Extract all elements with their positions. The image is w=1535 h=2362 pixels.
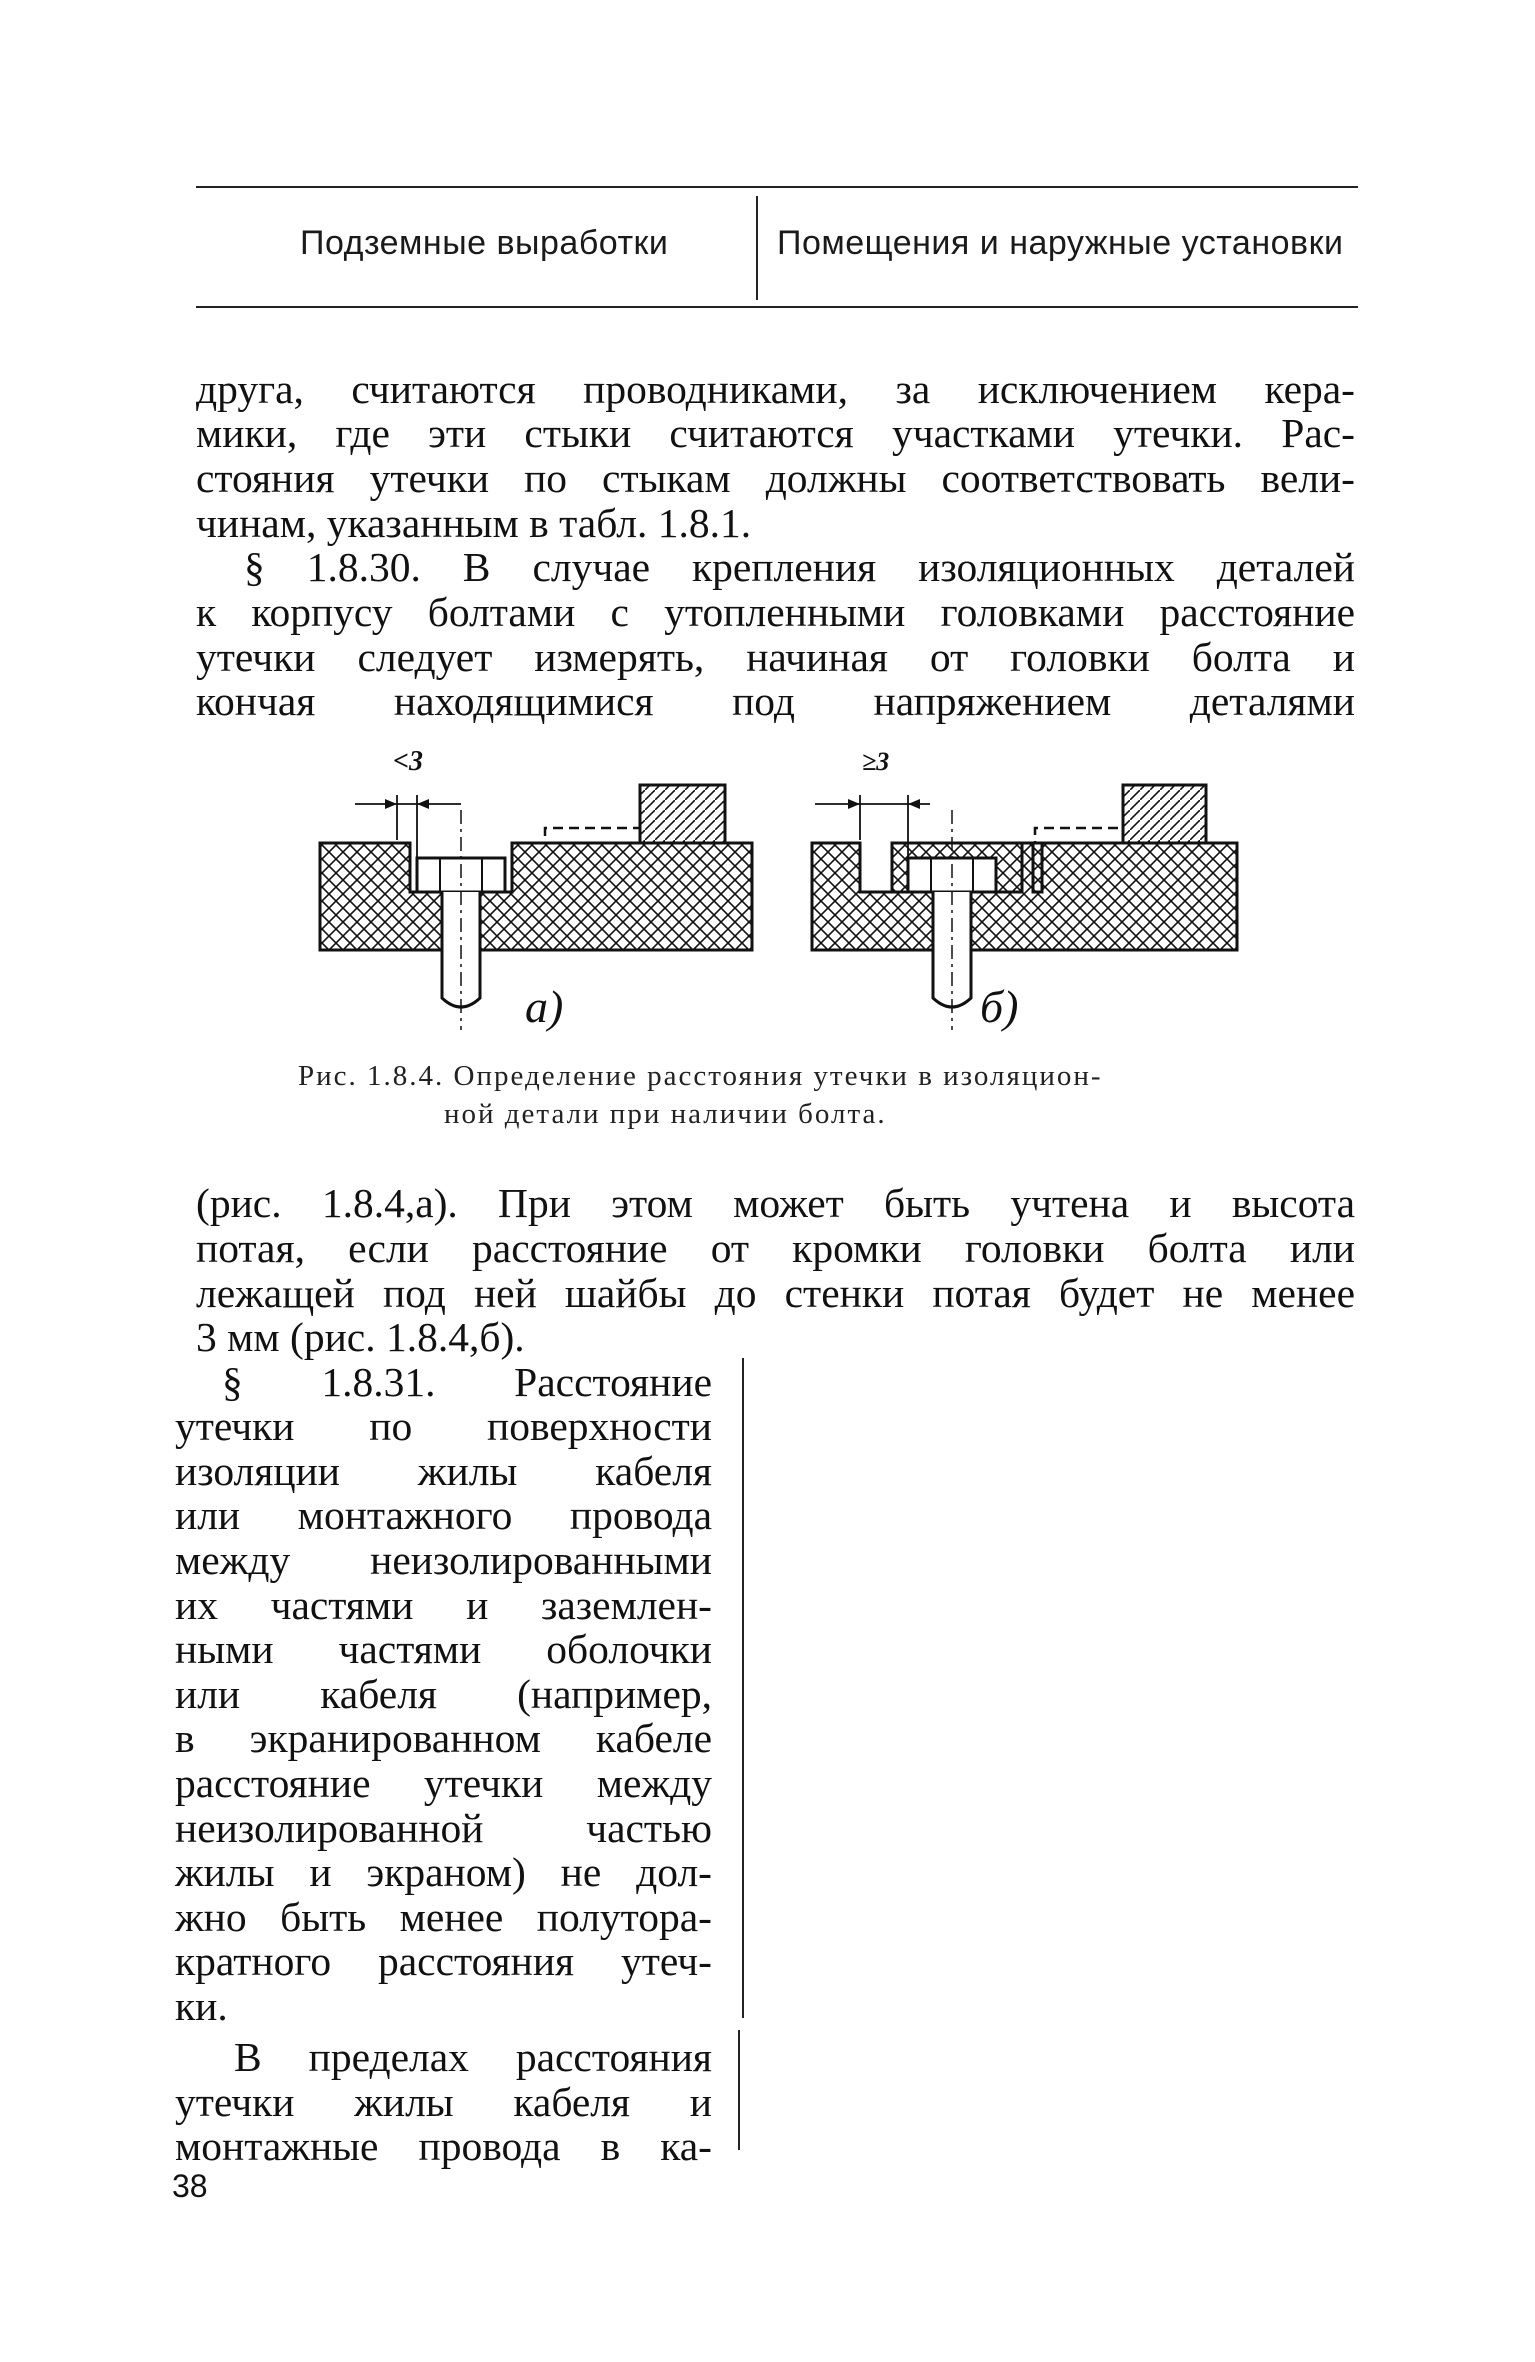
live-part-b bbox=[1123, 785, 1206, 843]
text-line: 3 мм (рис. 1.8.4,б). bbox=[196, 1314, 525, 1360]
text-line: или монтажного провода bbox=[175, 1492, 712, 1538]
text-line: кратного расстояния утеч- bbox=[175, 1938, 712, 1984]
text-line: их частями и заземлен- bbox=[175, 1582, 712, 1628]
text-line: (рис. 1.8.4,а). При этом может быть учтена и высота bbox=[196, 1180, 1355, 1226]
text-line: друга, считаются проводниками, за исключением кера- bbox=[196, 366, 1355, 412]
text-line: ки. bbox=[175, 1983, 228, 2029]
text-line: монтажные провода в ка- bbox=[175, 2123, 712, 2169]
text-line: расстояние утечки между bbox=[175, 1760, 712, 1806]
text-line: изоляции жилы кабеля bbox=[175, 1448, 712, 1494]
text-line: стояния утечки по стыкам должны соответствовать вели- bbox=[196, 455, 1355, 501]
text-line: к корпусу болтами с утопленными головками расстояние bbox=[196, 589, 1355, 635]
figure-caption-line: ной детали при наличии болта. bbox=[444, 1098, 887, 1130]
header-left-column: Подземные выработки bbox=[300, 224, 669, 262]
header-right-column: Помещения и наружные установки bbox=[777, 224, 1344, 262]
text-line: мики, где эти стыки считаются участками утечки. Рас- bbox=[196, 410, 1355, 456]
text-line: или кабеля (например, bbox=[175, 1671, 712, 1717]
text-line: кончая находящимися под напряжением деталями bbox=[196, 678, 1355, 724]
figure-b bbox=[800, 740, 1250, 1040]
column-margin-rule bbox=[742, 1358, 744, 2018]
text-line: утечки жилы кабеля и bbox=[175, 2079, 712, 2125]
text-line: между неизолированными bbox=[175, 1537, 712, 1583]
text-line: утечки следует измерять, начиная от головки болта и bbox=[196, 634, 1355, 680]
figure-label-a: а) bbox=[525, 981, 564, 1032]
page-number: 38 bbox=[172, 2168, 208, 2204]
header-bottom-rule bbox=[196, 306, 1358, 308]
dimension-label-b: ≥3 bbox=[862, 747, 890, 776]
text-line: ными частями оболочки bbox=[175, 1626, 712, 1672]
figure-label-b: б) bbox=[980, 981, 1019, 1032]
header-top-rule bbox=[196, 186, 1358, 188]
text-line: лежащей под ней шайбы до стенки потая будет не менее bbox=[196, 1270, 1355, 1316]
column-margin-rule bbox=[738, 2030, 740, 2150]
figure-a bbox=[315, 740, 765, 1040]
text-line: в экранированном кабеле bbox=[175, 1715, 712, 1761]
header-divider bbox=[756, 196, 758, 300]
figure-caption-line: Рис. 1.8.4. Определение расстояния утечки в изоляцион- bbox=[298, 1060, 1103, 1092]
dimension-label-a: <3 bbox=[393, 746, 423, 777]
text-line: чинам, указанным в табл. 1.8.1. bbox=[196, 500, 752, 546]
text-line: В пределах расстояния bbox=[234, 2034, 712, 2080]
text-line: потая, если расстояние от кромки головки болта или bbox=[196, 1225, 1355, 1271]
text-line: § 1.8.30. В случае крепления изоляционных деталей bbox=[244, 544, 1355, 590]
text-line: жилы и экраном) не дол- bbox=[175, 1849, 712, 1895]
text-line: жно быть менее полутора- bbox=[175, 1894, 712, 1940]
text-line: неизолированной частью bbox=[175, 1805, 712, 1851]
live-part-a bbox=[640, 785, 725, 843]
text-line: § 1.8.31. Расстояние bbox=[222, 1359, 712, 1405]
text-line: утечки по поверхности bbox=[175, 1403, 712, 1449]
